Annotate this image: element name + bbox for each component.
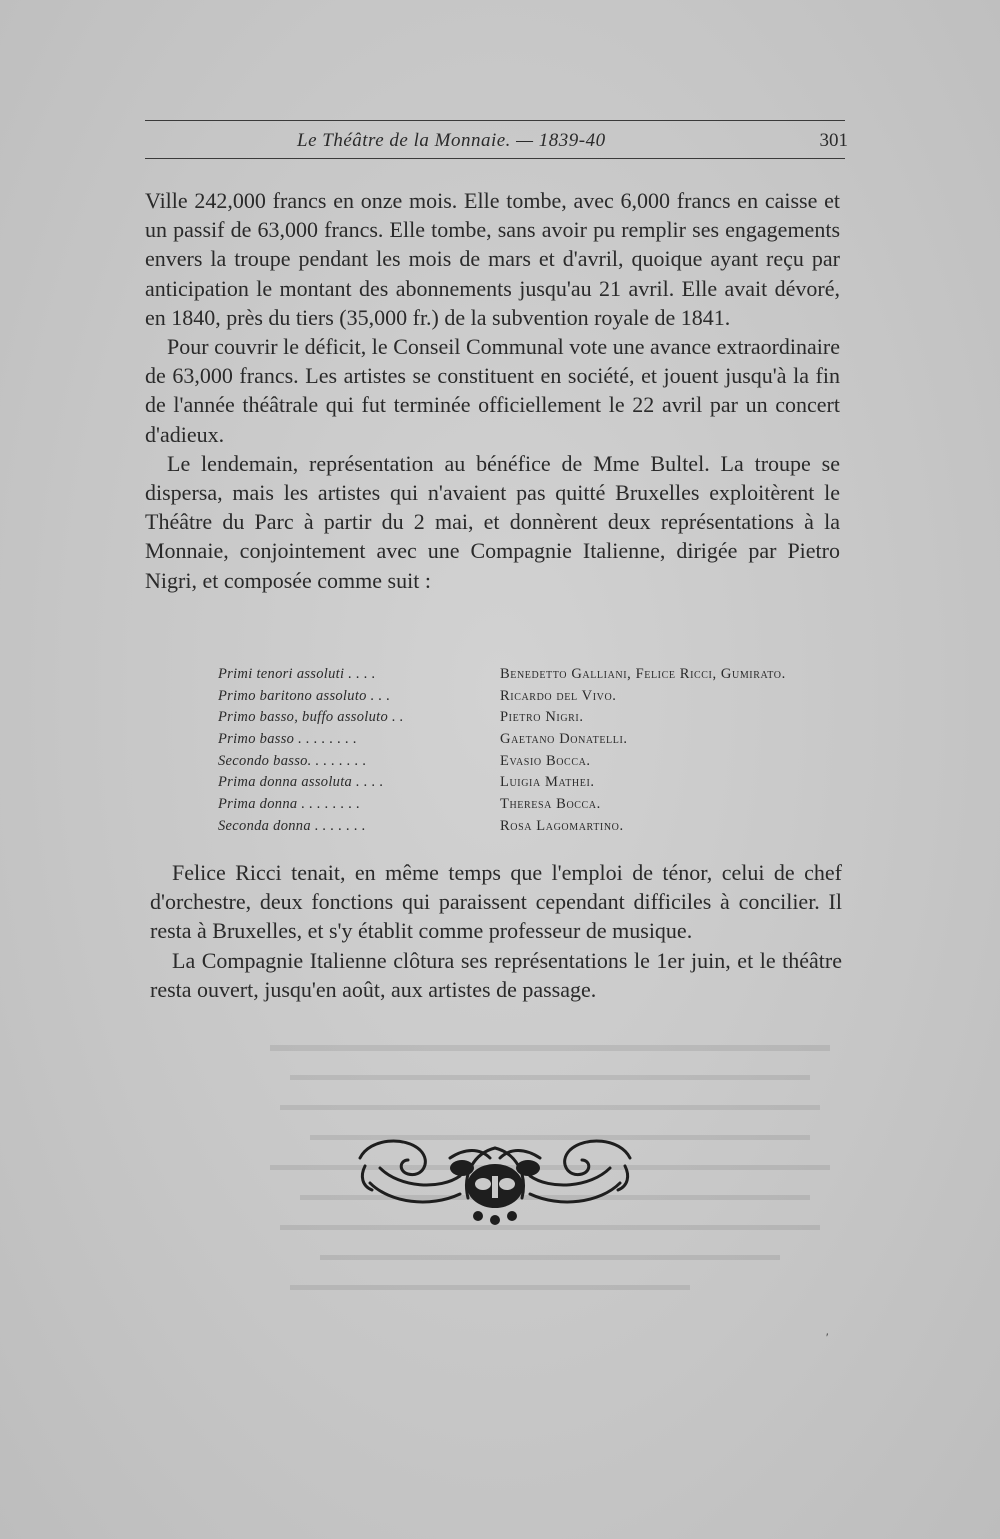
page-number: 301 (819, 130, 848, 151)
paragraph: Pour couvrir le déficit, le Conseil Communal vote une avance extraordinaire de 63,000 francs. Les artistes se constituent en société, et jouent jusqu'à la fin de l'année théâtrale qui fut terminée officiellement le 22 avril par un concert d'adieux. (145, 334, 840, 447)
body-text-top (145, 186, 840, 595)
header-rule-top (145, 120, 845, 121)
cast-name: Pietro Nigri. (500, 709, 584, 726)
cast-row (218, 729, 848, 751)
cast-row (218, 816, 848, 838)
cast-name: Theresa Bocca. (500, 796, 601, 813)
running-head (145, 130, 850, 156)
body-text-bottom (150, 858, 842, 1004)
header-rule-bottom (145, 158, 845, 159)
cast-role: Seconda donna . . . . . . . (218, 817, 366, 834)
cast-name: Luigia Mathei. (500, 774, 595, 791)
floral-tailpiece-ornament-icon (350, 1128, 640, 1228)
cast-role: Primo basso . . . . . . . . (218, 731, 358, 748)
cast-row (218, 686, 848, 708)
cast-role: Prima donna . . . . . . . . (218, 796, 361, 813)
cast-row (218, 707, 848, 729)
cast-role: Primo basso, buffo assoluto . . (218, 709, 404, 726)
cast-row (218, 772, 848, 794)
cast-name: Ricardo del Vivo. (500, 687, 617, 704)
cast-row (218, 751, 848, 773)
paragraph: Felice Ricci tenait, en même temps que l'emploi de ténor, celui de chef d'orchestre, deux fonctions qui paraissent cependant difficiles à concilier. Il resta à Bruxelles, et s'y établit comme professeur de musique. (150, 860, 842, 944)
cast-row (218, 794, 848, 816)
cast-name: Evasio Bocca. (500, 752, 591, 769)
cast-name: Benedetto Galliani, Felice Ricci, Gumirato. (500, 666, 786, 682)
cast-name: Gaetano Donatelli. (500, 731, 628, 748)
cast-row (218, 664, 848, 686)
paragraph: Ville 242,000 francs en onze mois. Elle tombe, avec 6,000 francs en caisse et un passif de 63,000 francs. Elle tombe, sans avoir pu remplir ses engagements envers la troupe pendant les mois de mars et d'avril, quoique ayant reçu par anticipation le montant des abonnements jusqu'au 21 avril. Elle avait dévoré, en 1840, près du tiers (35,000 fr.) de la subvention royale de 1841. (145, 188, 840, 330)
paragraph: La Compagnie Italienne clôtura ses représentations le 1er juin, et le théâtre resta ouvert, jusqu'en août, aux artistes de passage. (150, 947, 842, 1002)
cast-name: Rosa Lagomartino. (500, 817, 624, 834)
cast-list (218, 664, 848, 838)
paragraph: Le lendemain, représentation au bénéfice de Mme Bultel. La troupe se dispersa, mais les artistes qui n'avaient pas quitté Bruxelles exploitèrent le Théâtre du Parc à partir du 2 mai, et donnèrent deux représentations à la Monnaie, conjointement avec une Compagnie Italienne, dirigée par Pietro Nigri, et composée comme suit : (145, 450, 840, 593)
stray-mark: ′ (826, 1330, 829, 1344)
cast-role: Prima donna assoluta . . . . (218, 774, 384, 791)
cast-role: Secondo basso. . . . . . . . (218, 752, 367, 769)
cast-role: Primo baritono assoluto . . . (218, 687, 391, 704)
running-title: Le Théâtre de la Monnaie. — 1839-40 (297, 130, 606, 151)
cast-role: Primi tenori assoluti . . . . (218, 666, 376, 682)
